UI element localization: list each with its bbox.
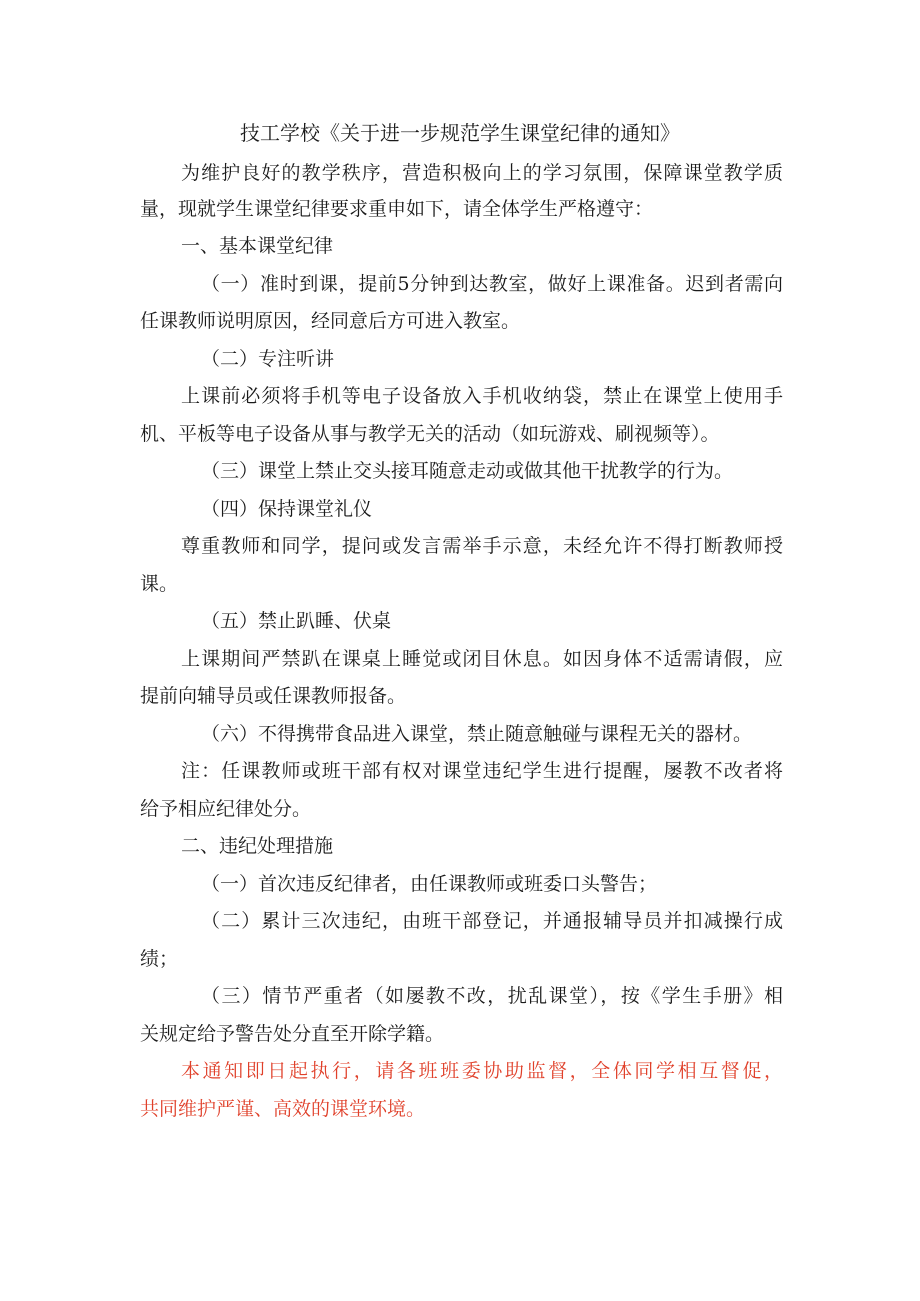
section1-item5-line2: 提前向辅导员或任课教师报备。 [140, 685, 407, 707]
section1-item4-heading: （四）保持课堂礼仪 [201, 498, 373, 520]
section1-item6: （六）不得携带食品进入课堂，禁止随意触碰与课程无关的器材。 [201, 723, 753, 745]
section1-note-line1: 注：任课教师或班干部有权对课堂违纪学生进行提醒，屡教不改者将 [181, 760, 783, 782]
section1-item2-heading: （二）专注听讲 [201, 348, 335, 370]
section1-item4-line1: 尊重教师和同学，提问或发言需举手示意，未经允许不得打断教师授 [181, 535, 783, 557]
section1-item5-line1: 上课期间严禁趴在课桌上睡觉或闭目休息。如因身体不适需请假，应 [181, 648, 783, 670]
section1-item5-heading: （五）禁止趴睡、伏桌 [201, 610, 392, 632]
closing-line-2: 共同维护严谨、高效的课堂环境。 [140, 1098, 426, 1120]
intro-line-2: 量，现就学生课堂纪律要求重申如下，请全体学生严格遵守： [140, 198, 654, 220]
section1-note-line2: 给予相应纪律处分。 [140, 798, 312, 820]
section2-item3-line2: 关规定给予警告处分直至开除学籍。 [140, 1023, 445, 1045]
section1-item2-line1: 上课前必须将手机等电子设备放入手机收纳袋，禁止在课堂上使用手 [181, 385, 783, 407]
section1-item2-line2: 机、平板等电子设备从事与教学无关的活动（如玩游戏、刷视频等）。 [140, 423, 720, 445]
section1-item1-line1: （一）准时到课，提前5分钟到达教室，做好上课准备。迟到者需向 [201, 273, 783, 295]
document-title: 技工学校《关于进一步规范学生课堂纪律的通知》 [240, 121, 680, 145]
section1-item4-line2: 课。 [140, 573, 179, 595]
section2-heading: 二、违纪处理措施 [181, 835, 334, 857]
section2-item2-line1: （二）累计三次违纪，由班干部登记，并通报辅导员并扣减操行成 [201, 910, 783, 932]
section2-item2-line2: 绩； [140, 948, 179, 970]
section1-heading: 一、基本课堂纪律 [181, 235, 334, 257]
closing-line-1: 本通知即日起执行，请各班班委协助监督，全体同学相互督促， [181, 1060, 783, 1082]
section1-item1-line2: 任课教师说明原因，经同意后方可进入教室。 [140, 310, 521, 332]
section1-item3: （三）课堂上禁止交头接耳随意走动或做其他干扰教学的行为。 [201, 460, 734, 482]
intro-line-1: 为维护良好的教学秩序，营造积极向上的学习氛围，保障课堂教学质 [181, 162, 783, 184]
section2-item1: （一）首次违反纪律者，由任课教师或班委口头警告； [201, 873, 658, 895]
section2-item3-line1: （三）情节严重者（如屡教不改，扰乱课堂），按《学生手册》相 [201, 985, 783, 1007]
